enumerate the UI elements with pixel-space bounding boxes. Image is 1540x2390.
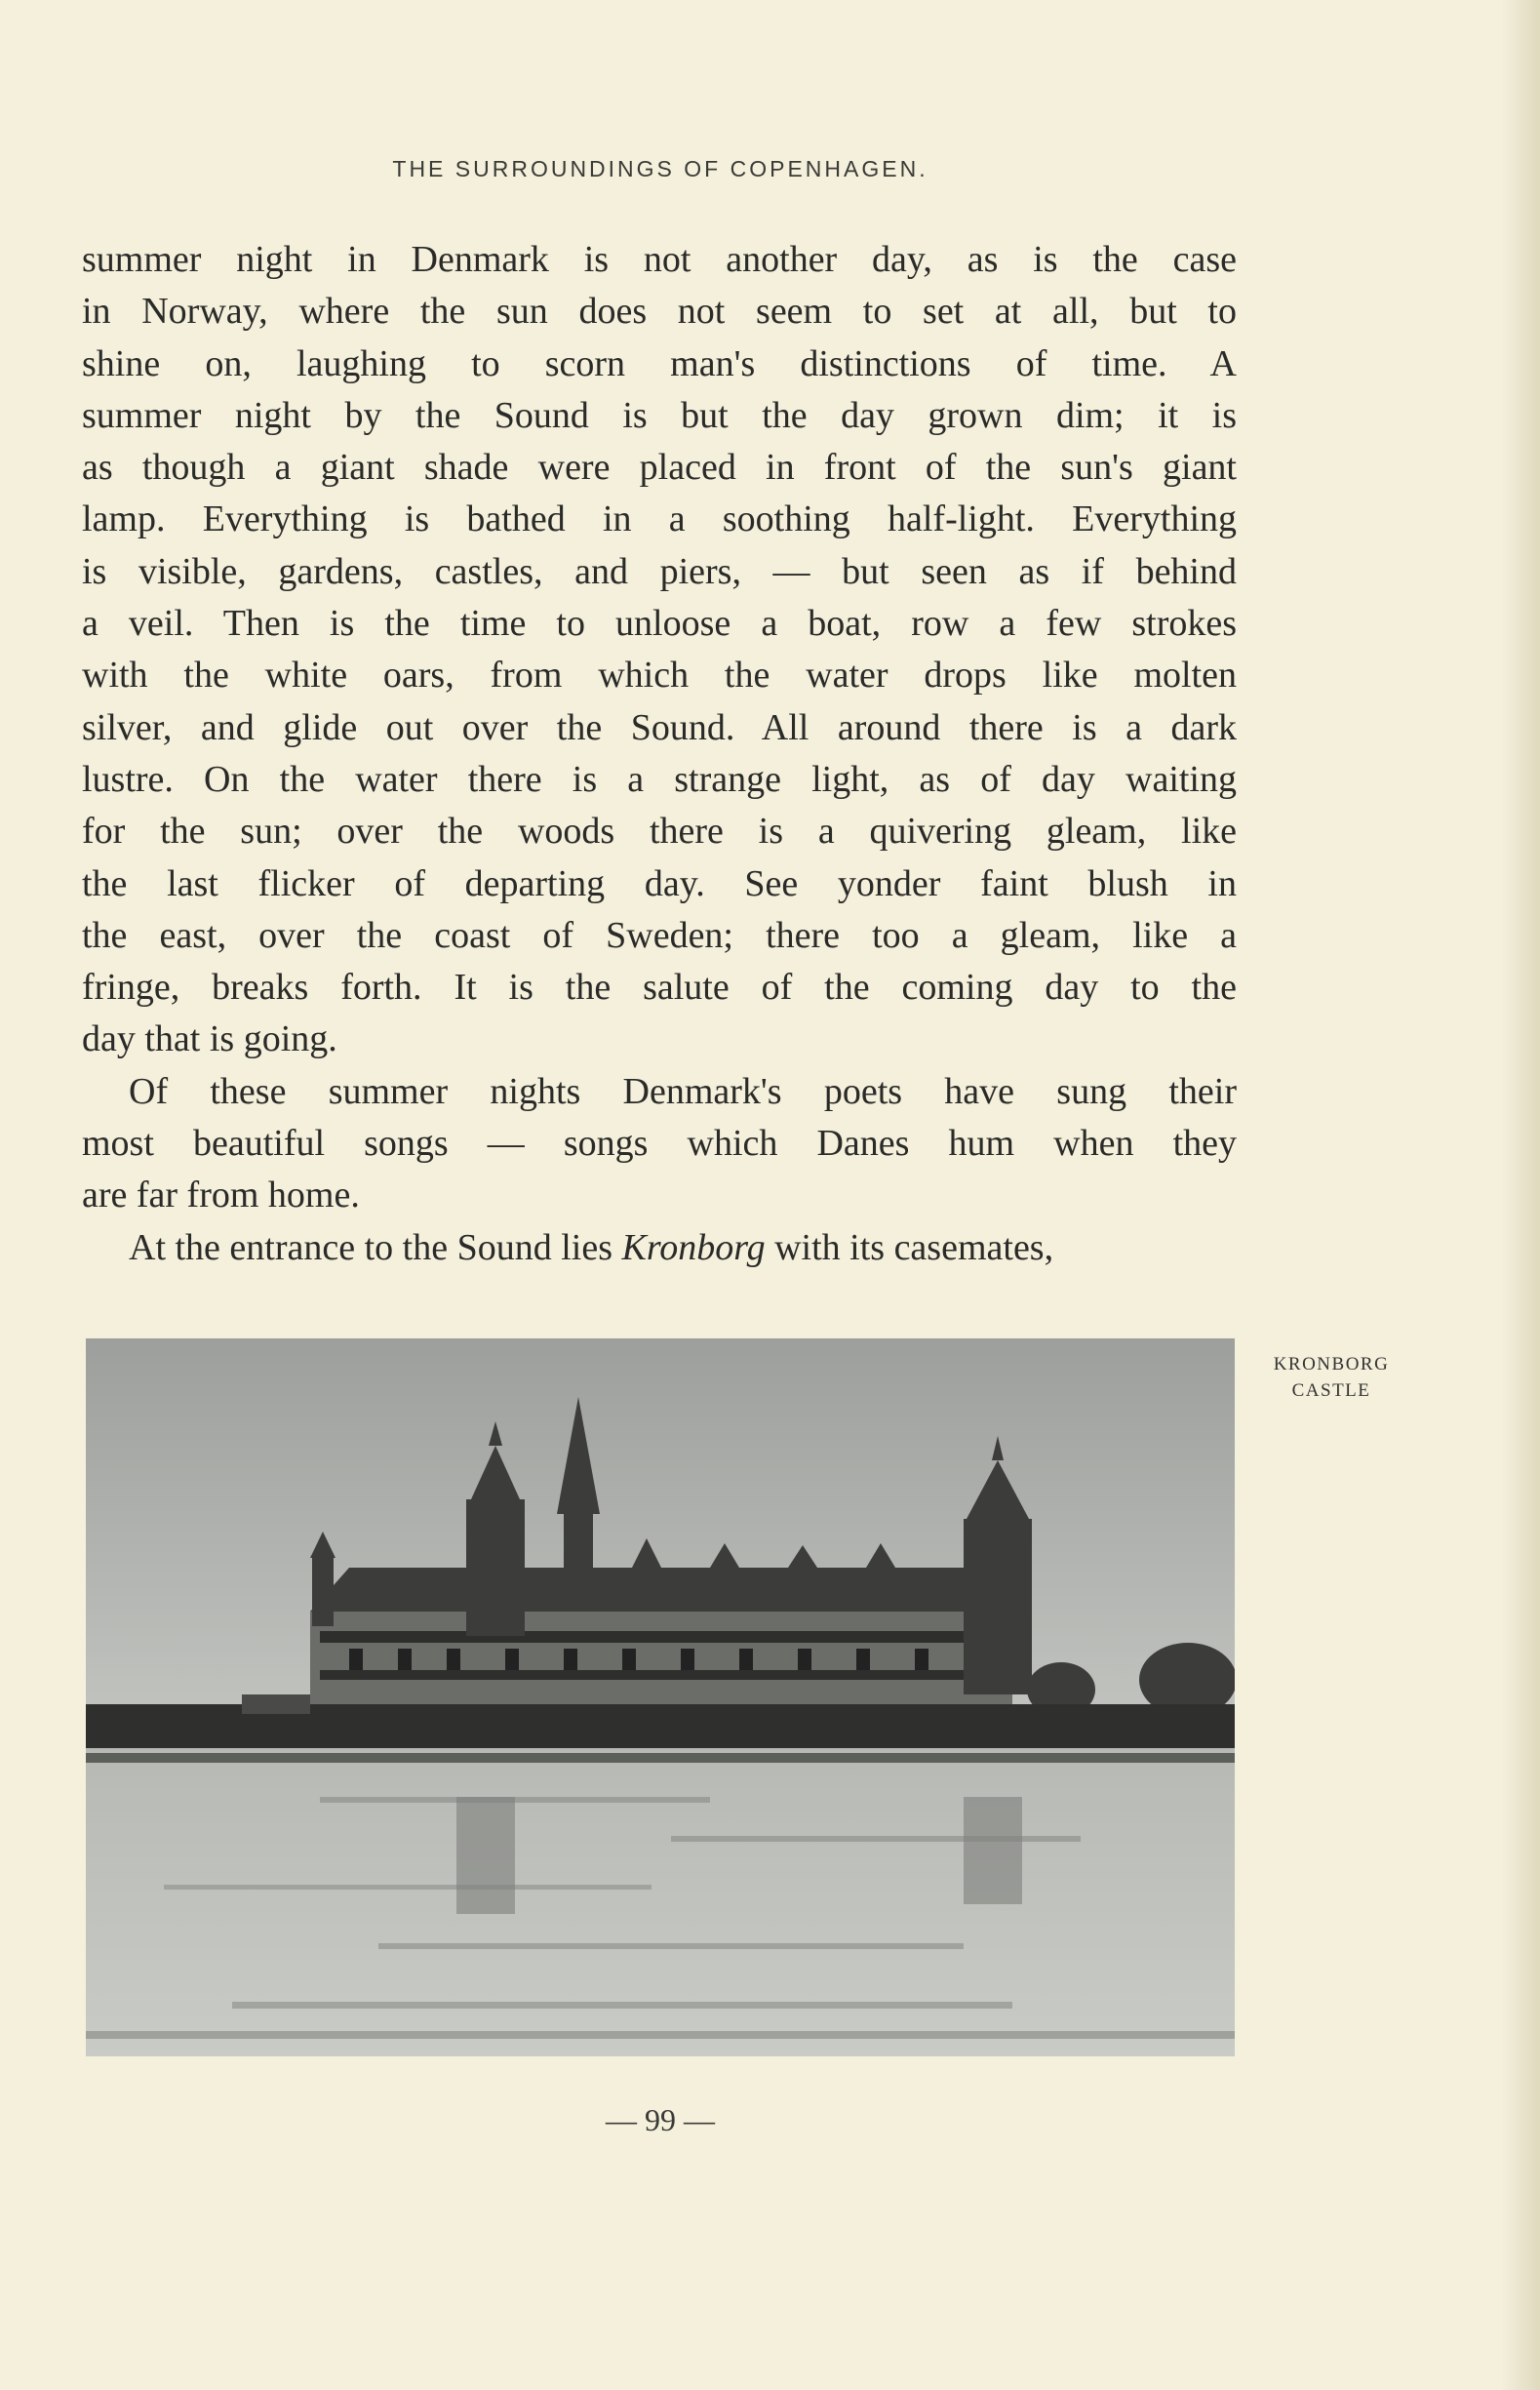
- page-number: — 99 —: [606, 2102, 715, 2137]
- castle-illustration: [86, 1338, 1235, 2056]
- text-line: is visible, gardens, castles, and piers, — but seen as if behind: [82, 550, 1237, 592]
- running-head: THE SURROUNDINGS OF COPENHAGEN.: [392, 156, 928, 181]
- text-fragment: with its casemates,: [765, 1226, 1054, 1268]
- water: [86, 1748, 1235, 2056]
- text-line: Of these summer nights Denmark's poets have sung their: [129, 1070, 1237, 1112]
- text-line: the east, over the coast of Sweden; there too a gleam, like a: [82, 914, 1237, 956]
- text-line: shine on, laughing to scorn man's distinctions of time. A: [82, 342, 1237, 384]
- text-line: lamp. Everything is bathed in a soothing half-light. Everything: [82, 498, 1237, 540]
- text-line: with the white oars, from which the water drops like molten: [82, 655, 1237, 697]
- text-line: day that is going.: [82, 1018, 337, 1060]
- text-line: summer night in Denmark is not another day, as is the case: [82, 239, 1237, 280]
- text-line: the last flicker of departing day. See yonder faint blush in: [82, 862, 1237, 904]
- text-line: most beautiful songs — songs which Danes hum when they: [82, 1123, 1237, 1165]
- body-text: [82, 234, 1237, 1274]
- caption-line: CASTLE: [1291, 1380, 1371, 1401]
- text-line: a veil. Then is the time to unloose a boat, row a few strokes: [82, 603, 1237, 645]
- kronborg-castle-photo: [86, 1338, 1235, 2056]
- text-line: lustre. On the water there is a strange light, as of day waiting: [82, 758, 1237, 800]
- text-fragment: At the entrance to the Sound lies: [129, 1226, 622, 1268]
- place-name-kronborg: Kronborg: [621, 1226, 766, 1268]
- page-edge-shadow: [1501, 0, 1540, 2390]
- text-line: fringe, breaks forth. It is the salute of the coming day to the: [82, 967, 1237, 1009]
- text-line: in Norway, where the sun does not seem to set at all, but to: [82, 291, 1237, 333]
- text-line: summer night by the Sound is but the day grown dim; it is: [82, 394, 1237, 436]
- text-line: are far from home.: [82, 1175, 360, 1216]
- caption-line: KRONBORG: [1273, 1354, 1390, 1374]
- text-line: silver, and glide out over the Sound. All around there is a dark: [82, 706, 1237, 748]
- text-line: for the sun; over the woods there is a quivering gleam, like: [82, 811, 1237, 853]
- figure-caption: [1268, 1351, 1395, 1404]
- text-line: [82, 1222, 1237, 1274]
- text-line: as though a giant shade were placed in front of the sun's giant: [82, 447, 1237, 489]
